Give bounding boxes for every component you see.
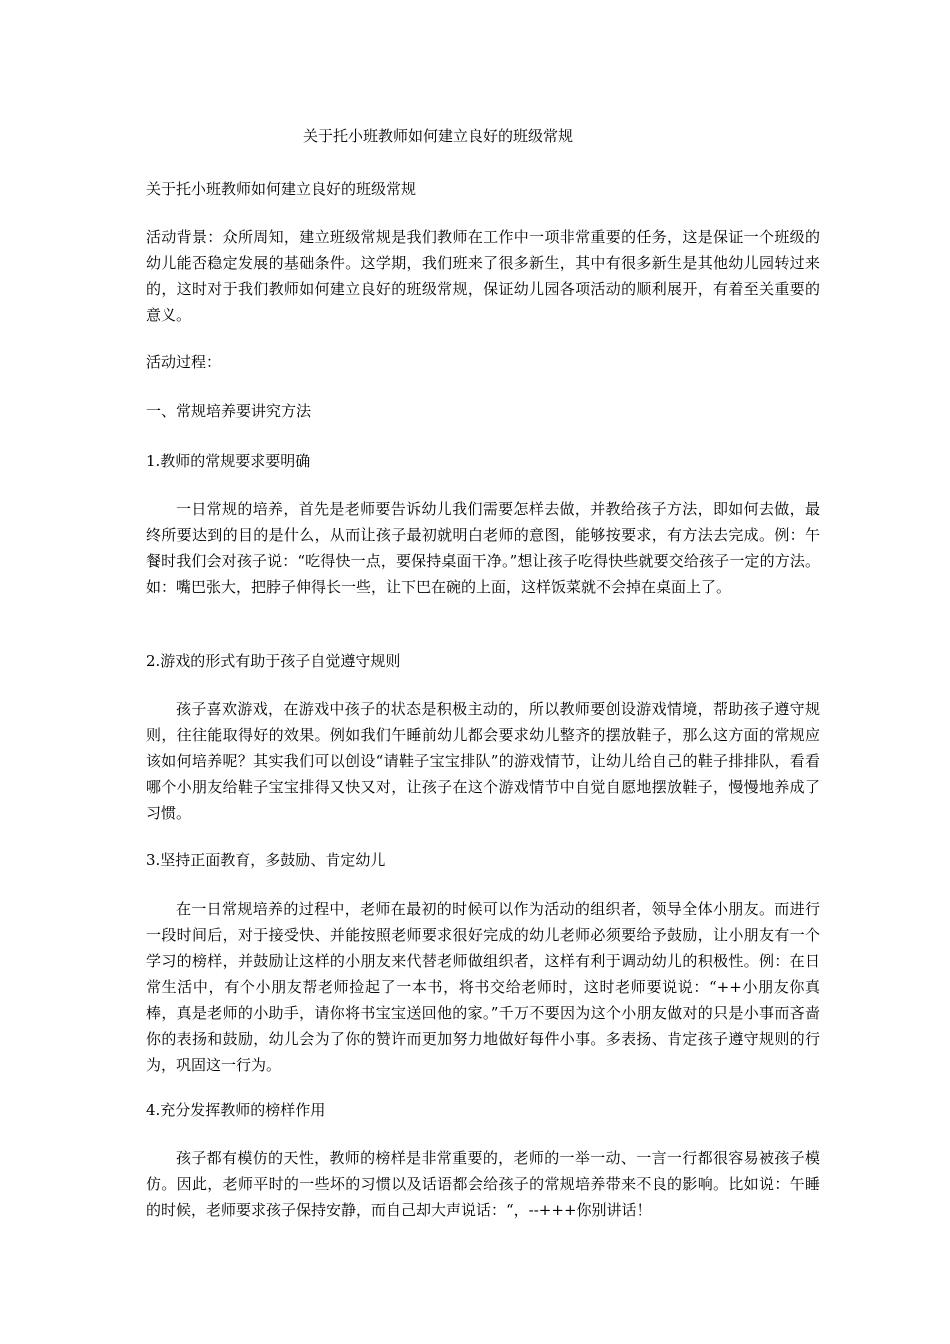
item-heading-1: 1.教师的常规要求要明确 xyxy=(146,452,311,470)
item-heading-2: 2.游戏的形式有助于孩子自觉遵守规则 xyxy=(146,652,401,670)
process-heading: 活动过程： xyxy=(146,353,222,371)
item-paragraph-2: 孩子喜欢游戏，在游戏中孩子的状态是积极主动的，所以教师要创设游戏情境，帮助孩子遵守规则，往往能取得好的效果。例如我们午睡前幼儿都会要求幼儿整齐的摆放鞋子，那么这方面的常规应该如何培养呢？其实我们可以创设“请鞋子宝宝排队”的游戏情节，让幼儿给自己的鞋子排排队，看看哪个小朋友给鞋子宝宝排得又快又对，让孩子在这个游戏情节中自觉自愿地摆放鞋子，慢慢地养成了习惯。 xyxy=(146,700,820,822)
section-heading-methods: 一、常规培养要讲究方法 xyxy=(146,402,312,420)
background-paragraph: 活动背景：众所周知，建立班级常规是我们教师在工作中一项非常重要的任务，这是保证一个班级的幼儿能否稳定发展的基础条件。这学期，我们班来了很多新生，其中有很多新生是其他幼儿园转过来的，这时对于我们教师如何建立良好的班级常规，保证幼儿园各项活动的顺利展开，有着至关重要的意义。 xyxy=(146,228,820,324)
item-paragraph-3: 在一日常规培养的过程中，老师在最初的时候可以作为活动的组织者，领导全体小朋友。而进行一段时间后，对于接受快、并能按照老师要求很好完成的幼儿老师必须要给予鼓励，让小朋友有一个学习的榜样，并鼓励让这样的小朋友来代替老师做组织者，这样有利于调动幼儿的积极性。例：在日常生活中，有个小朋友帮老师捡起了一本书，将书交给老师时，这时老师要说说：“++小朋友你真棒，真是老师的小助手，请你将书宝宝送回他的家。”千万不要因为这个小朋友做对的只是小事而吝啬你的表扬和鼓励，幼儿会为了你的赞许而更加努力地做好每件小事。多表扬、肯定孩子遵守规则的行为，巩固这一行为。 xyxy=(146,900,820,1074)
item-paragraph-4: 孩子都有模仿的天性，教师的榜样是非常重要的，老师的一举一动、一言一行都很容易被孩子模仿。因此，老师平时的一些坏的习惯以及话语都会给孩子的常规培养带来不良的影响。比如说：午睡的时候，老师要求孩子保持安静，而自己却大声说话：“，--+++你别讲话！ xyxy=(146,1149,820,1219)
document-title: 关于托小班教师如何建立良好的班级常规 xyxy=(302,127,573,145)
document-subtitle: 关于托小班教师如何建立良好的班级常规 xyxy=(146,180,417,198)
item-paragraph-1: 一日常规的培养，首先是老师要告诉幼儿我们需要怎样去做，并教给孩子方法，即如何去做，最终所要达到的目的是什么，从而让孩子最初就明白老师的意图，能够按要求，有方法去完成。例：午餐时我们会对孩子说：“吃得快一点，要保持桌面干净。”想让孩子吃得快些就要交给孩子一定的方法。如：嘴巴张大，把脖子伸得长一些，让下巴在碗的上面，这样饭菜就不会掉在桌面上了。 xyxy=(146,500,820,596)
item-heading-4: 4.充分发挥教师的榜样作用 xyxy=(146,1101,326,1119)
item-heading-3: 3.坚持正面教育，多鼓励、肯定幼儿 xyxy=(146,851,386,869)
